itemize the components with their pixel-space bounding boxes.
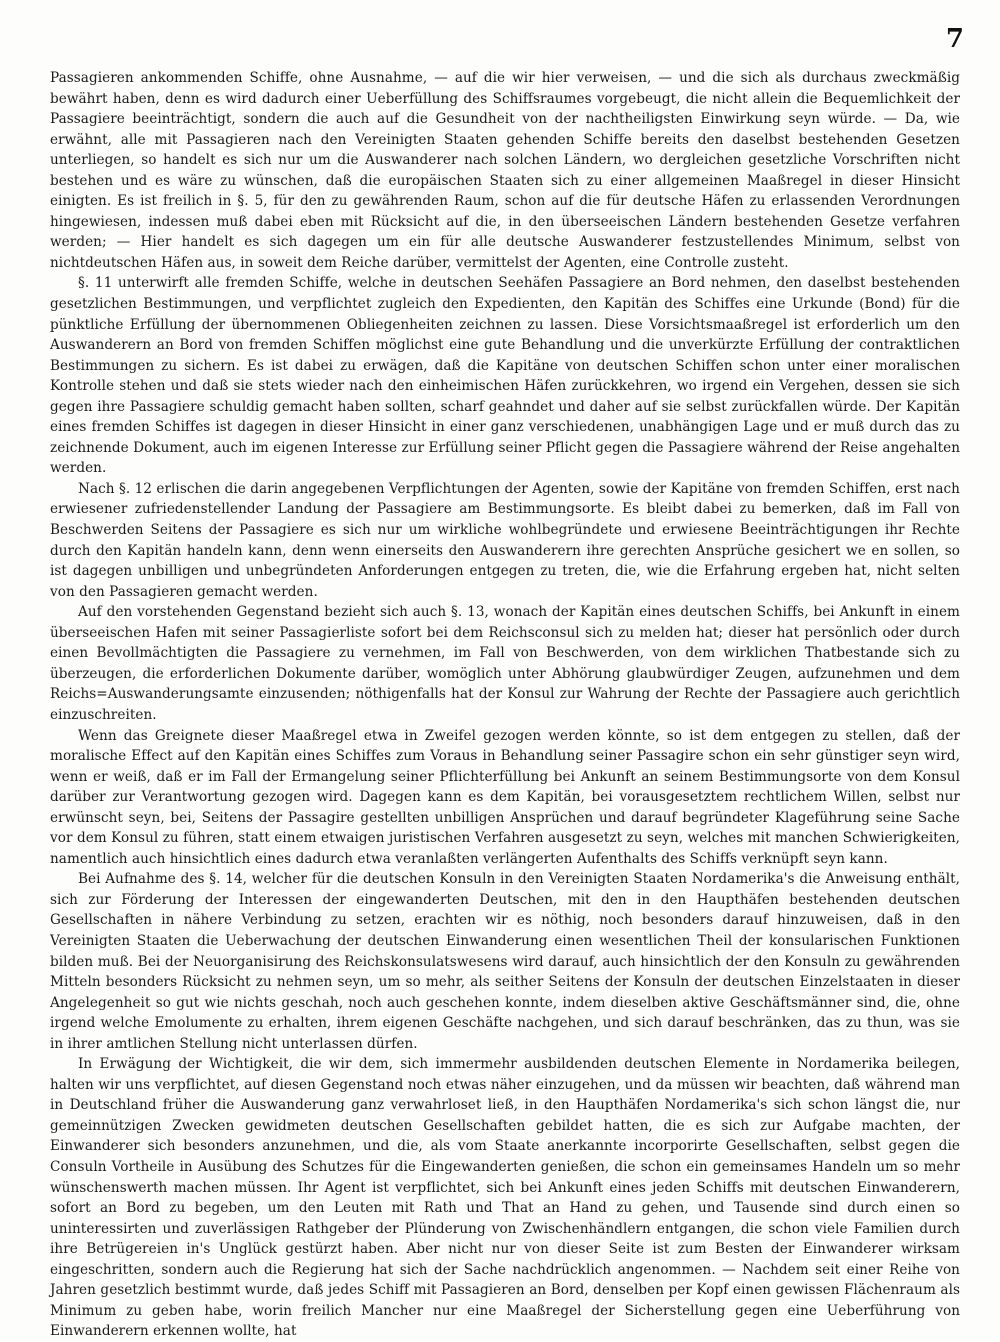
paragraph: Bei Aufnahme des §. 14, welcher für die deutschen Konsuln in den Vereinigten Staaten Nordamerika's die Anweisung enthält, sich zur Förderung der Interessen der eingewanderten Deutschen, mit den in den Haupthäfen bestehenden deutschen Gesellschaften in nähere Verbindung zu setzen, erachten wir es nöthig, noch besonders darauf hinzuweisen, daß in den Vereinigten Staaten die Ueberwachung der deutschen Einwanderung einen wesentlichen Theil der konsularischen Funktionen bilden muß. Bei der Neuorganisirung des Reichskonsulatswesens wird darauf, auch hinsichtlich der den Konsuln zu gewährenden Mitteln besonders Rücksicht zu nehmen seyn, um so mehr, als seither Seitens der Konsuln der deutschen Einzelstaaten in dieser Angelegenheit so gut wie nichts geschah, noch auch geschehen konnte, indem dieselben aktive Geschäftsmänner sind, die, ohne irgend welche Emolumente zu erhalten, ihrem eigenen Geschäfte nachgehen, und sich darauf beschränken, das zu thun, was sie in ihrer amtlichen Stellung nicht unterlassen dürfen. [50, 871, 960, 1052]
paragraph: In Erwägung der Wichtigkeit, die wir dem, sich immermehr ausbildenden deutschen Elemente in Nordamerika beilegen, halten wir uns verpflichtet, auf diesen Gegenstand noch etwas näher einzugehen, und da müssen wir beachten, daß während man in Deutschland früher die Auswanderung ganz verwahrloset ließ, in den Haupthäfen Nordamerika's sich schon längst die, nur gemeinnützigen Zwecken gewidmeten deutschen Gesellschaften gebildet hatten, die es sich zur Aufgabe machten, der Einwanderer sich besonders anzunehmen, und die, als vom Staate anerkannte incorporirte Gesellschaften, selbst gegen die Consuln Vortheile in Ausübung des Schutzes für die Eingewanderten genießen, die schon ein gemeinsames Handeln um so mehr wünschenswerth machen müssen. Ihr Agent ist verpflichtet, sich bei Ankunft eines jeden Schiffs mit deutschen Einwanderern, sofort an Bord zu begeben, um den Leuten mit Rath und That an Hand zu gehen, und Tausende sind durch einen so uninteressirten und zuverlässigen Rathgeber der Plünderung von Zwischenhändlern entgangen, die schon viele Familien durch ihre Betrügereien in's Unglück gestürzt haben. Aber nicht nur von dieser Seite ist zum Besten der Einwanderer wirksam eingeschritten, sondern auch die Regierung hat sich der Sache nachdrücklich angenommen. — Nachdem seit einer Reihe von Jahren gesetzlich bestimmt wurde, daß jedes Schiff mit Passagieren an Bord, denselben per Kopf einen gewissen Flächenraum als Minimum zu geben habe, worin freilich Mancher nur eine Maaßregel der Sicherstellung gegen eine Ueberführung von Einwanderern erkennen wollte, hat [50, 1056, 960, 1340]
paragraph: §. 11 unterwirft alle fremden Schiffe, welche in deutschen Seehäfen Passagiere an Bord nehmen, den daselbst bestehenden gesetzlichen Bestimmungen, und verpflichtet zugleich den Expedienten, den Kapitän des Schiffes eine Urkunde (Bond) für die pünktliche Erfüllung der übernommenen Obliegenheiten zeichnen zu lassen. Diese Vorsichtsmaaßregel ist erforderlich um den Auswanderern an Bord von fremden Schiffen möglichst eine gute Behandlung und die unverkürzte Erfüllung der contraktlichen Bestimmungen zu sichern. Es ist dabei zu erwägen, daß die Kapitäne von deutschen Schiffen schon unter einer moralischen Kontrolle stehen und daß sie stets wieder nach den einheimischen Häfen zurückkehren, wo irgend ein Vergehen, dessen sie sich gegen ihre Passagiere schuldig gemacht haben sollten, scharf geahndet und daher auf sie selbst zurückfallen würde. Der Kapitän eines fremden Schiffes ist dagegen in dieser Hinsicht in einer ganz verschiedenen, unabhängigen Lage und er muß durch das zu zeichnende Dokument, auch im eigenen Interesse zur Erfüllung seiner Pflicht gegen die Passagiere während der Reise angehalten werden. [50, 275, 960, 477]
paragraph: Wenn das Greignete dieser Maaßregel etwa in Zweifel gezogen werden könnte, so ist dem entgegen zu stellen, daß der moralische Effect auf den Kapitän eines Schiffes zum Voraus in Behandlung seiner Passagire schon ein sehr günstiger seyn wird, wenn er weiß, daß er im Fall der Ermangelung seiner Pflichterfüllung bei Ankunft an seinem Bestimmungsorte von dem Konsul darüber zur Verantwortung gezogen wird. Dagegen kann es dem Kapitän, bei vorausgesetztem rechtlichem Willen, selbst nur erwünscht seyn, bei, Seitens der Passagire gestellten unbilligen Ansprüchen und darauf begründeter Klageführung seine Sache vor dem Konsul zu führen, statt einem etwaigen juristischen Verfahren ausgesetzt zu seyn, welches mit manchen Schwierigkeiten, namentlich auch hinsichtlich eines dadurch etwa veranlaßten verlängerten Aufenthalts des Schiffs verknüpft seyn kann. [50, 727, 960, 867]
paragraph: Auf den vorstehenden Gegenstand bezieht sich auch §. 13, wonach der Kapitän eines deutschen Schiffs, bei Ankunft in einem überseeischen Hafen mit seiner Passagierliste sofort bei dem Reichsconsul sich zu melden hat; dieser hat persönlich oder durch einen Bevollmächtigten die Passagiere zu vernehmen, im Fall von Beschwerden, von dem wirklichen Thatbestande sich zu überzeugen, die erforderlichen Dokumente darüber, womöglich unter Abhörung glaubwürdiger Zeugen, aufzunehmen und dem Reichs=Auswanderungsamte einzusenden; nöthigenfalls hat der Konsul zur Wahrung der Rechte der Passagiere auch gerichtlich einzuschreiten. [50, 604, 960, 723]
page-number: 7 [945, 24, 964, 54]
paragraph: Nach §. 12 erlischen die darin angegebenen Verpflichtungen der Agenten, sowie der Kapitäne von fremden Schiffen, erst nach erwiesener zufriedenstellender Landung der Passagiere am Bestimmungsorte. Es bleibt dabei zu bemerken, daß im Fall von Beschwerden Seitens der Passagiere es sich nur um wirkliche wohlbegründete und erwiesene Beeinträchtigungen ihr Rechte durch den Kapitän handeln kann, denn wenn einerseits den Auswanderern ihre gerechten Ansprüche gesichert we en sollen, so ist dagegen unbilligen und unbegründeten Anforderungen entgegen zu treten, die, wie die Erfahrung ergeben hat, nicht selten von den Passagieren gemacht werden. [50, 480, 960, 600]
paragraph: Passagieren ankommenden Schiffe, ohne Ausnahme, — auf die wir hier verweisen, — und die sich als durchaus zweckmäßig bewährt haben, denn es wird dadurch einer Ueberfüllung des Schiffsraumes vorgebeugt, die nicht allein die Bequemlichkeit der Passagiere beeinträchtigt, sondern die auch auf die Gesundheit von der nachtheiligsten Einwirkung seyn würde. — Da, wie erwähnt, alle mit Passagieren nach den Vereinigten Staaten gehenden Schiffe bereits den daselbst bestehenden Gesetzen unterliegen, so handelt es sich nur um die Auswanderer nach solchen Ländern, wo dergleichen gesetzliche Vorschriften nicht bestehen und es wäre zu wünschen, daß die europäischen Staaten sich zu einer allgemeinen Maaßregel in dieser Hinsicht einigten. Es ist freilich in §. 5, für den zu gewährenden Raum, schon auf die für deutsche Häfen zu erlassenden Verordnungen hingewiesen, indessen muß dabei eben mit Rücksicht auf die, in den überseeischen Ländern bestehenden Gesetze verfahren werden; — Hier handelt es sich dagegen um ein für alle deutsche Auswanderer festzustellendes Minimum, selbst von nichtdeutschen Häfen aus, in soweit dem Reiche darüber, vermittelst der Agenten, eine Controlle zusteht. [50, 70, 960, 271]
body-text [50, 68, 960, 1342]
